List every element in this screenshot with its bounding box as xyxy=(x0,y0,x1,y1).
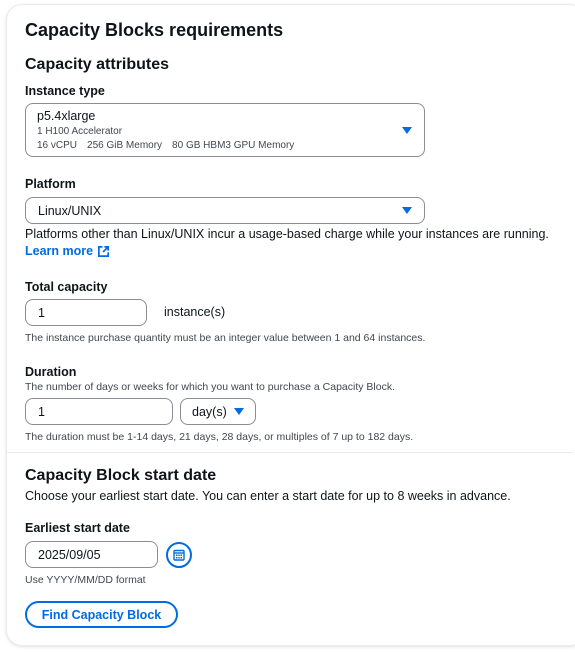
platform-note: Platforms other than Linux/UNIX incur a usage-based charge while your instances are running. xyxy=(25,227,549,241)
instance-type-select[interactable] xyxy=(25,103,425,157)
calendar-icon xyxy=(173,549,185,561)
duration-value: 1 xyxy=(38,405,45,419)
instance-type-spec-vcpu: 16 vCPU xyxy=(37,140,78,151)
earliest-start-date-input[interactable] xyxy=(25,541,158,568)
total-capacity-input[interactable] xyxy=(25,299,147,326)
platform-select[interactable] xyxy=(25,197,425,224)
total-capacity-value: 1 xyxy=(38,306,45,320)
duration-unit-value: day(s) xyxy=(192,405,227,419)
start-date-description: Choose your earliest start date. You can enter a start date for up to 8 weeks in advance. xyxy=(25,489,511,503)
date-format-hint: Use YYYY/MM/DD format xyxy=(25,574,146,586)
earliest-start-date-label: Earliest start date xyxy=(25,521,130,535)
total-capacity-unit: instance(s) xyxy=(164,305,226,319)
instance-type-selected-name: p5.4xlarge xyxy=(37,109,96,123)
instance-type-specs xyxy=(37,140,294,151)
earliest-start-date-value: 2025/09/05 xyxy=(38,548,101,562)
caret-down-icon xyxy=(402,207,412,214)
page-title: Capacity Blocks requirements xyxy=(25,20,284,40)
instance-type-spec-memory: 256 GiB Memory xyxy=(87,140,163,151)
duration-input[interactable] xyxy=(25,398,173,425)
instance-type-accelerator: 1 H100 Accelerator xyxy=(37,126,123,137)
platform-selected-value: Linux/UNIX xyxy=(38,204,102,218)
open-calendar-button[interactable] xyxy=(166,542,192,568)
duration-description: The number of days or weeks for which you want to purchase a Capacity Block. xyxy=(25,381,396,393)
learn-more-label: Learn more xyxy=(25,244,94,258)
external-link-icon xyxy=(97,245,110,258)
duration-label: Duration xyxy=(25,365,77,379)
platform-label: Platform xyxy=(25,177,76,191)
instance-type-spec-gpu-memory: 80 GB HBM3 GPU Memory xyxy=(172,140,295,151)
duration-unit-select[interactable] xyxy=(180,398,256,425)
duration-constraint: The duration must be 1-14 days, 21 days, 28 days, or multiples of 7 up to 182 days. xyxy=(25,431,414,443)
caret-down-icon xyxy=(402,127,412,134)
section-divider xyxy=(7,452,573,453)
total-capacity-label: Total capacity xyxy=(25,280,108,294)
learn-more-link[interactable] xyxy=(25,244,110,258)
total-capacity-constraint: The instance purchase quantity must be an integer value between 1 and 64 instances. xyxy=(25,332,426,344)
find-capacity-block-button[interactable]: Find Capacity Block xyxy=(25,601,178,628)
capacity-attributes-heading: Capacity attributes xyxy=(25,56,170,73)
start-date-heading: Capacity Block start date xyxy=(25,467,217,484)
instance-type-label: Instance type xyxy=(25,84,105,98)
caret-down-icon xyxy=(234,408,244,415)
